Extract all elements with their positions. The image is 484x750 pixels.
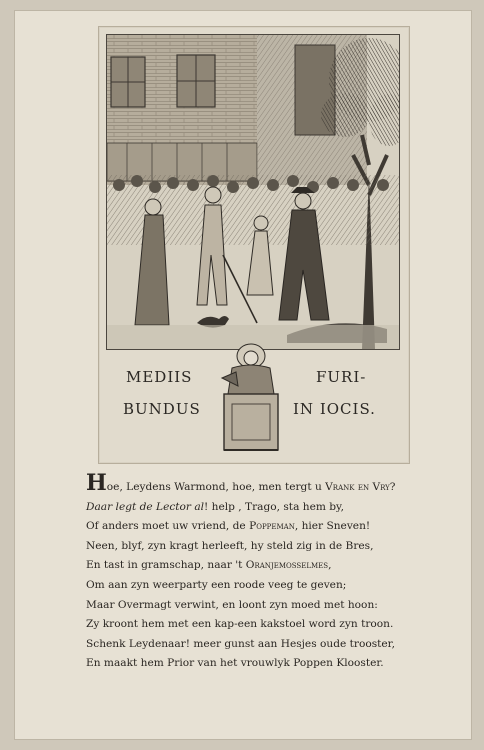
motto-part-1: MEDIIS xyxy=(126,368,193,386)
poem-line-7: Maar Overmagt verwint, en loont zyn moed met hoon: xyxy=(86,598,378,611)
poem-line-1: Hoe, Leydens Warmond, hoe, men tergt u Vrank en Vry? xyxy=(86,470,396,496)
engraving-street-scene xyxy=(106,34,400,350)
poem-line-8: Zy kroont hem met een kap-een kakstoel word zyn troon. xyxy=(86,618,394,631)
motto-part-4: IN IOCIS. xyxy=(293,400,376,418)
poem-line-4: Neen, blyf, zyn kragt herleeft, hy steld zig in de Bres, xyxy=(86,539,374,552)
poem-line-9: Schenk Leydenaar! meer gunst aan Hesjes oude trooster, xyxy=(86,637,395,650)
figure-in-box xyxy=(218,342,284,456)
poem-line-2: Daar legt de Lector al! help , Trago, sta hem by, xyxy=(86,500,344,513)
poem xyxy=(86,470,462,674)
drop-cap: H xyxy=(86,470,107,496)
poem-line-5: En tast in gramschap, naar 't Oranjemosselmes, xyxy=(86,559,332,572)
engraving-illustration xyxy=(107,35,399,349)
motto-part-2: FURI- xyxy=(316,368,367,386)
poem-line-6: Om aan zyn weerparty een roode veeg te geven; xyxy=(86,578,347,591)
poem-line-10: En maakt hem Prior van het vrouwlyk Poppen Klooster. xyxy=(86,657,384,670)
poem-line-3: Of anders moet uw vriend, de Poppeman, hier Sneven! xyxy=(86,520,371,533)
motto-part-3: BUNDUS xyxy=(123,400,201,418)
